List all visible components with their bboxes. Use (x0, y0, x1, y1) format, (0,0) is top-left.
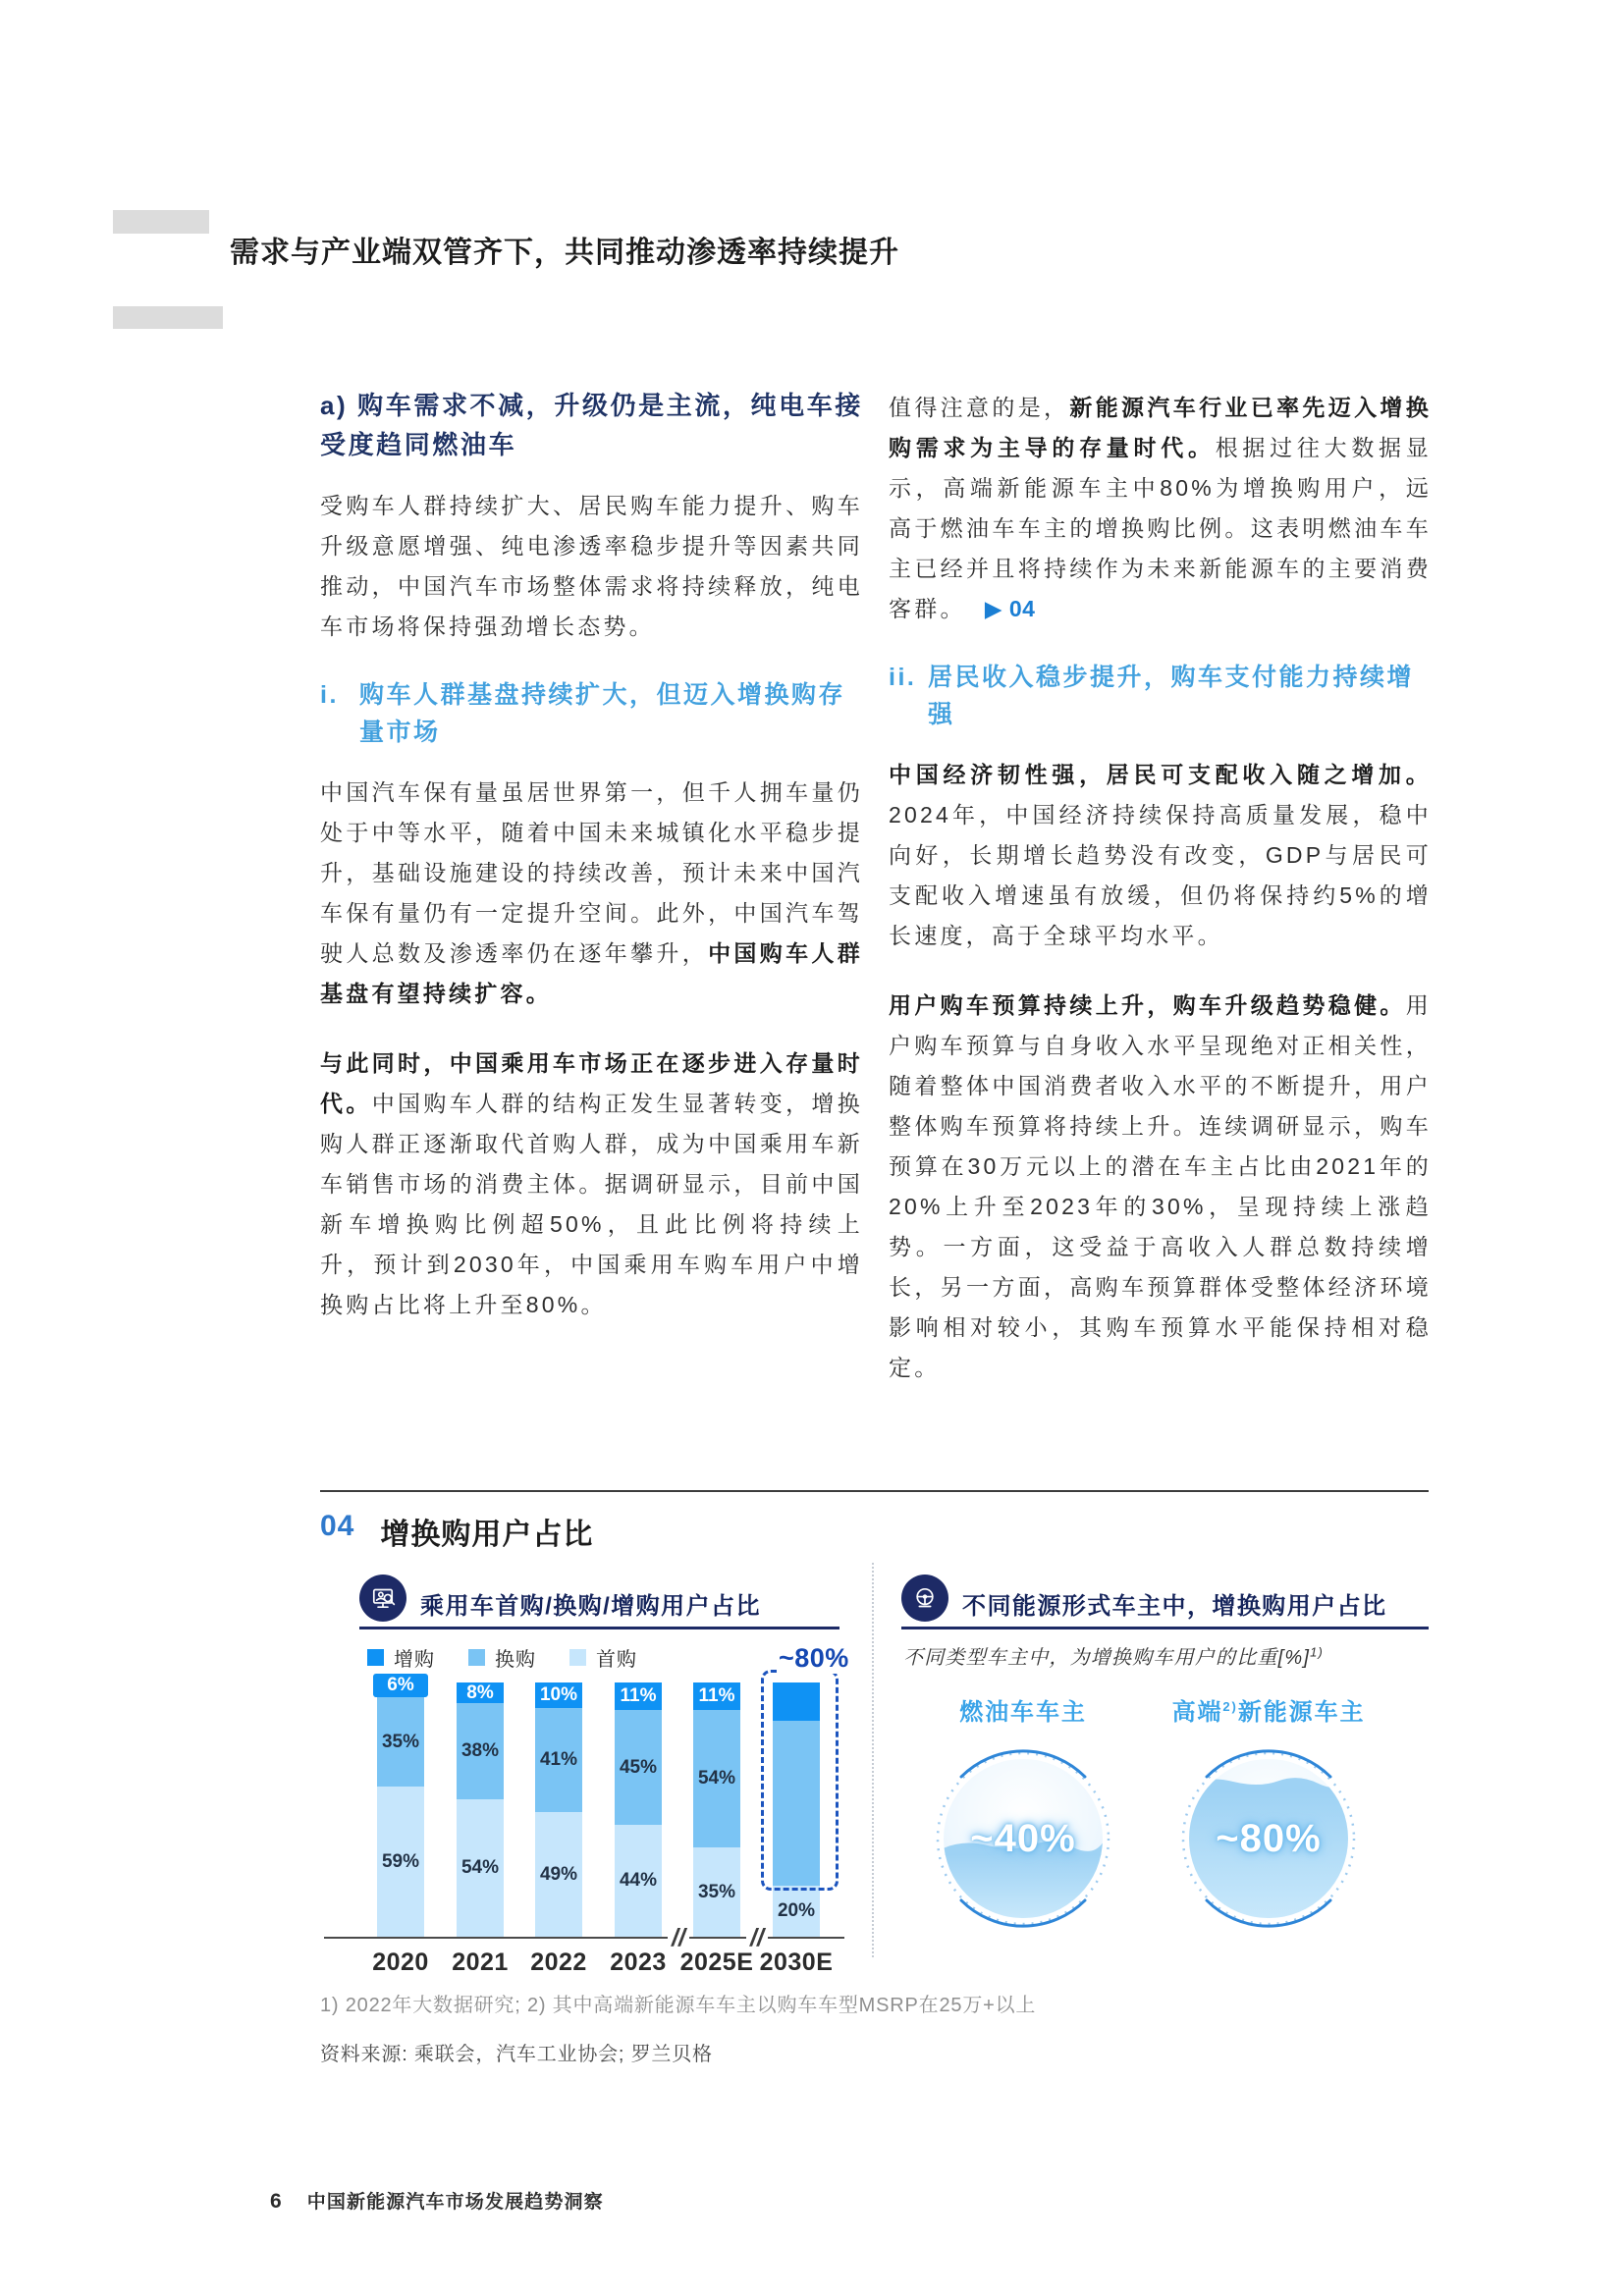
highlight-dashed-box (761, 1670, 839, 1891)
bar-segment (693, 1710, 740, 1847)
deco-bar (113, 210, 209, 234)
figure-ref-link[interactable]: ▶ 04 (984, 596, 1036, 621)
bar-segment (535, 1682, 582, 1708)
legend-swatch (569, 1649, 586, 1666)
bar-chart-title: 乘用车首购/换购/增购用户占比 (420, 1593, 761, 1620)
bar-segment (615, 1825, 662, 1937)
paragraph (889, 755, 1432, 956)
gauge-bowl (944, 1759, 1103, 1918)
figure-rule (320, 1490, 1429, 1492)
bar-value-label: 35% (697, 1881, 736, 1902)
legend-label: 首购 (596, 1649, 637, 1671)
paragraph-bold: 中国购车人群基盘有望持续扩容。 (320, 940, 863, 1006)
paragraph-text: 中国购车人群的结构正发生显著转变，增换购人群正逐渐取代首购人群，成为中国乘用车新车销售市场的消费主体。据调研显示，目前中国新车增换购比例超50%，且此比例将持续上升，预计到2030年，中国乘用车购车用户中增换购占比将上升至80%。 (320, 1091, 863, 1317)
page-footer (270, 2187, 604, 2214)
bar-segment (457, 1703, 504, 1799)
bar-legend (367, 1643, 637, 1672)
gauge-label-fuel (900, 1692, 1146, 1727)
right-column (889, 376, 1432, 1417)
label-text: 高端 (1171, 1699, 1223, 1726)
figure-header (320, 1510, 593, 1553)
legend-swatch (367, 1649, 384, 1666)
gauge-value: ~80% (1216, 1816, 1322, 1860)
card-divider (872, 1563, 874, 1957)
legend-item (367, 1643, 435, 1672)
legend-label: 换购 (495, 1649, 536, 1671)
bar-value-label: 8% (466, 1682, 494, 1703)
x-axis-label: 2021 (452, 1949, 509, 1976)
bar-segment (693, 1682, 740, 1710)
label-text: 燃油车车主 (959, 1699, 1087, 1726)
gauge-nev (1177, 1747, 1360, 1930)
gauge-chart-title: 不同能源形式车主中，增换购用户占比 (962, 1593, 1387, 1620)
paragraph-bold: 新能源汽车行业已率先迈入增换购需求为主导的存量时代。 (889, 395, 1432, 460)
bar-segment (377, 1787, 424, 1937)
paragraph-bold: 与此同时，中国乘用车市场正在逐步进入存量时代。 (320, 1050, 863, 1116)
gauge-chart-subtitle (903, 1641, 1324, 1670)
paragraph-bold: 用户购车预算持续上升，购车升级趋势稳健。 (889, 992, 1406, 1018)
x-axis-label: 2023 (610, 1949, 667, 1976)
subtitle-footnote-marker: 1) (1310, 1644, 1325, 1660)
footer-doc-title: 中国新能源汽车市场发展趋势洞察 (306, 2192, 604, 2213)
page-title: 需求与产业端双管齐下，共同推动渗透率持续提升 (230, 237, 899, 270)
bar-value-label: 20% (777, 1900, 816, 1921)
bar-value-label: 49% (539, 1863, 578, 1885)
paragraph-bold: 中国经济韧性强，居民可支配收入随之增加。 (889, 762, 1432, 787)
bar-value-label: 11% (620, 1685, 657, 1706)
figure-footnote: 1) 2022年大数据研究; 2) 其中高端新能源车车主以购车车型MSRP在25万+以上 (320, 1995, 1037, 2016)
subtitle-text: 不同类型车主中，为增换购车用户的比重[%] (903, 1647, 1311, 1669)
legend-label: 增购 (394, 1649, 435, 1671)
subsection-heading-ii (889, 659, 1432, 733)
bar-annotation: ~80% (779, 1643, 849, 1673)
steering-wheel-icon (901, 1575, 948, 1622)
bar-value-label: 11% (698, 1685, 735, 1706)
bar-segment (377, 1697, 424, 1787)
axis-break-icon: // (746, 1925, 768, 1950)
bar-segment (693, 1847, 740, 1937)
label-sup: 2) (1222, 1699, 1238, 1714)
legend-swatch (468, 1649, 485, 1666)
heading-text: 居民收入稳步提升，购车支付能力持续增强 (928, 664, 1415, 728)
bar-value-label: 54% (697, 1768, 736, 1789)
deco-bar (113, 306, 223, 329)
x-axis-label: 2022 (530, 1949, 587, 1976)
bar-value-label: 35% (381, 1731, 420, 1752)
card-underline (359, 1627, 839, 1629)
figure-number: 04 (320, 1510, 355, 1542)
gauge-bowl (1189, 1759, 1348, 1918)
bar-value-label: 10% (539, 1684, 578, 1705)
paragraph-text: 用户购车预算与自身收入水平呈现绝对正相关性，随着整体中国消费者收入水平的不断提升，用户整体购车预算将持续上升。连续调研显示，购车预算在30万元以上的潜在车主占比由2021年的20%上升至2023年的30%，呈现持续上涨趋势。一方面，这受益于高收入人群总数持续增长，另一方面，高购车预算群体受整体经济环境影响相对较小，其购车预算水平能保持相对稳定。 (889, 992, 1432, 1380)
x-axis-label: 2025E (679, 1949, 754, 1976)
bar-segment (377, 1675, 424, 1697)
figure-source: 资料来源: 乘联会，汽车工业协会; 罗兰贝格 (320, 2044, 713, 2065)
section-heading-a: a) 购车需求不减，升级仍是主流，纯电车接受度趋同燃油车 (320, 391, 863, 459)
left-column (320, 376, 863, 1417)
bar-segment (773, 1886, 820, 1937)
paragraph-text: 根据过往大数据显示，高端新能源车主中80%为增换购用户，远高于燃油车车主的增换购比例。这表明燃油车车主已经并且将持续作为未来新能源车的主要消费客群。 (889, 435, 1432, 621)
bar-segment (457, 1799, 504, 1937)
page-number: 6 (270, 2190, 282, 2213)
heading-text: 购车人群基盘持续扩大，但迈入增换购存量市场 (359, 681, 846, 746)
gauge-label-nev (1146, 1692, 1391, 1727)
subsection-heading-i (320, 676, 863, 751)
paragraph (320, 1043, 863, 1325)
legend-item (468, 1643, 536, 1672)
card-underline (901, 1627, 1429, 1629)
x-axis-label: 2020 (372, 1949, 429, 1976)
bar-value-label: 45% (619, 1756, 658, 1778)
paragraph (889, 986, 1432, 1388)
heading-marker: ii. (889, 664, 917, 691)
paragraph-text: 2024年，中国经济持续保持高质量发展，稳中向好，长期增长趋势没有改变，GDP与居民可支配收入增速虽有放缓，但仍将保持约5%的增长速度，高于全球平均水平。 (889, 802, 1432, 948)
bar-segment (535, 1708, 582, 1812)
paragraph-text: 值得注意的是， (889, 395, 1070, 420)
bar-value-label: 54% (460, 1857, 500, 1878)
heading-marker: i. (320, 681, 339, 709)
bar-segment (615, 1710, 662, 1825)
bar-value-label: 44% (619, 1870, 658, 1891)
bar-value-label: 38% (460, 1740, 500, 1761)
x-axis-label: 2030E (759, 1949, 834, 1976)
monitor-magnifier-icon (359, 1575, 406, 1622)
gauge-fuel (932, 1747, 1114, 1930)
figure-title: 增换购用户占比 (380, 1519, 594, 1551)
label-text: 新能源车主 (1237, 1699, 1366, 1726)
axis-break-icon: // (668, 1925, 689, 1950)
bar-value-label: 41% (539, 1749, 578, 1770)
body-columns (320, 376, 1432, 1417)
bar-segment (457, 1682, 504, 1703)
bar-value-label: 59% (381, 1850, 420, 1872)
paragraph (889, 388, 1432, 629)
bar-segment (535, 1812, 582, 1937)
paragraph-text: 中国汽车保有量虽居世界第一，但千人拥车量仍处于中等水平，随着中国未来城镇化水平稳步提升，基础设施建设的持续改善，预计未来中国汽车保有量仍有一定提升空间。此外，中国汽车驾驶人总数及渗透率仍在逐年攀升， (320, 779, 863, 966)
paragraph-text: 受购车人群持续扩大、居民购车能力提升、购车升级意愿增强、纯电渗透率稳步提升等因素共同推动，中国汽车市场整体需求将持续释放，纯电车市场将保持强劲增长态势。 (320, 493, 863, 639)
bar-value-label: 6% (373, 1674, 428, 1697)
bar-segment (615, 1682, 662, 1710)
paragraph (320, 486, 863, 647)
paragraph (320, 773, 863, 1014)
legend-item (569, 1643, 637, 1672)
gauge-value: ~40% (970, 1816, 1076, 1860)
